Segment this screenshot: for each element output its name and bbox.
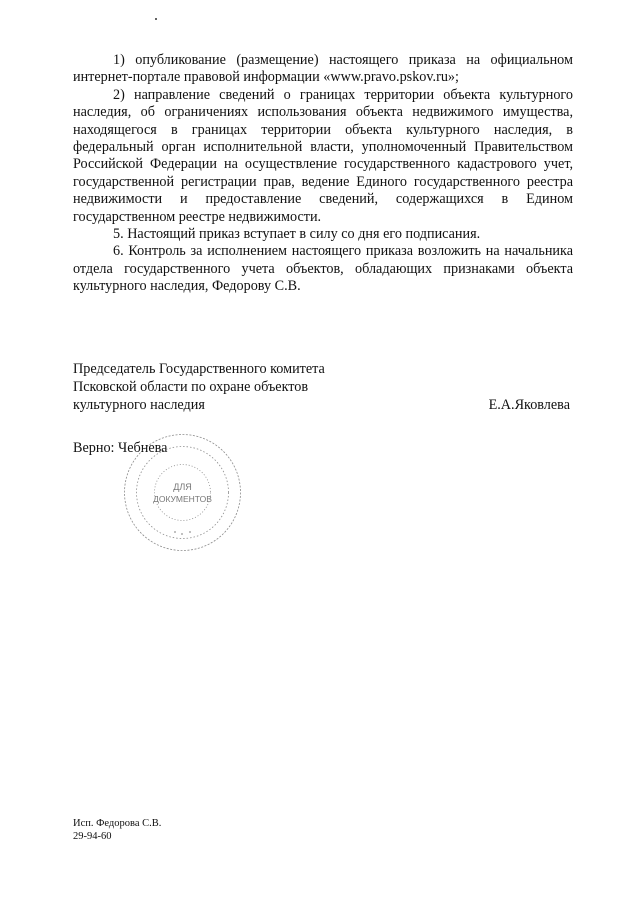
executor-name: Исп. Федорова С.В.	[73, 818, 162, 829]
item-5: 5. Настоящий приказ вступает в силу со дня его подписания.	[113, 226, 481, 243]
signer-title-line1: Председатель Государственного комитета	[73, 361, 325, 377]
signer-name: Е.А.Яковлева	[488, 397, 570, 413]
scan-speck	[155, 18, 157, 20]
item-1: 1) опубликование (размещение) настоящего приказа на официальном интернет-портале правовой информации «www.pravo.pskov.ru»;	[73, 52, 573, 86]
signature-block	[73, 360, 573, 414]
executor-footer	[73, 817, 161, 843]
executor-phone: 29-94-60	[73, 831, 112, 842]
stamp-text-bottom: ДОКУМЕНТОВ	[153, 494, 212, 504]
stamp-text-top: ДЛЯ	[173, 482, 192, 492]
verified-by: Верно: Чебнева	[73, 440, 168, 456]
item-2: 2) направление сведений о границах территории объекта культурного наследия, об ограничениях использования объекта недвижимого имущества, находящегося в границах территории объекта культурного наследия, в федеральный орган исполнительной власти, уполномоченный Правительством Российской Федерации на осуществление государственного кадастрового учет, государственной регистрации прав, ведение Единого государственного реестра недвижимости и предоставление сведений, содержащихся в Едином государственном реестре недвижимости.	[73, 86, 573, 225]
official-seal-stamp	[120, 430, 245, 555]
signer-title-line2: Псковской области по охране объектов	[73, 379, 309, 395]
item-6: 6. Контроль за исполнением настоящего приказа возложить на начальника отдела государственного учета объектов, обладающих признаками объекта культурного наследия, Федорову С.В.	[73, 243, 573, 295]
signer-title-line3: культурного наследия	[73, 397, 205, 413]
order-body	[73, 52, 573, 296]
